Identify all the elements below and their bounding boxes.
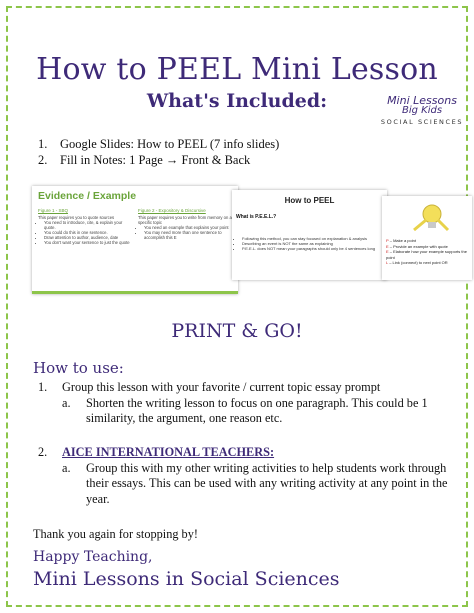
peel-item: P – Make a point [386, 238, 416, 243]
slide-column-right [138, 208, 234, 240]
list-item [38, 136, 279, 152]
aice-label: AICE INTERNATIONAL TEACHERS: [62, 445, 275, 459]
how-to-heading: How to use: [33, 359, 124, 377]
slide-bullet: • P.E.E.L. does NOT mean your paragraphs should only be 4 sentences long [242, 246, 380, 251]
happy-teaching-text: Happy Teaching, [33, 549, 153, 565]
column-heading: Figure 1 - SBQ [38, 208, 69, 213]
print-and-go-heading: PRINT & GO! [171, 320, 303, 342]
list-number: 2. [38, 445, 48, 459]
slide-bullet: • Describing an event is NOT the same as explaining [242, 241, 380, 246]
sub-text: Shorten the writing lesson to focus on one paragraph. This could be 1 similarity, the argument, one reason etc. [86, 395, 428, 425]
column-heading: Figure 2 - Expository & Discursive [138, 208, 206, 213]
slide-heading: How to PEEL [284, 196, 335, 205]
logo-line-1: Mini Lessons [387, 94, 457, 107]
slide-heading: Evidence / Example [38, 190, 137, 202]
sub-letter: a. [62, 395, 71, 410]
thanks-text: Thank you again for stopping by! [33, 527, 198, 541]
how-to-item-1 [38, 380, 458, 427]
logo-line-3: SOCIAL SCIENCES [380, 118, 464, 126]
preview-slide-evidence [32, 186, 238, 294]
slide-bullet: • You need to introduce, cite, & explain your quote. [44, 220, 134, 230]
page-subtitle: What's Included: [146, 90, 328, 112]
list-text: Google Slides: How to PEEL (7 info slides) [60, 137, 280, 151]
lightbulb-icon [408, 200, 454, 236]
included-list [38, 136, 279, 168]
peel-item: E – Elaborate how your example supports the point [386, 249, 467, 260]
column-intro: This paper requires you to write from memory on a specific topic [138, 215, 232, 225]
slide-question: What is P.E.E.L.? [236, 214, 277, 220]
slide-bullet: • You don't want your sentence to just the quote [44, 240, 134, 245]
slide-accent-bar [32, 291, 238, 294]
how-to-item-2 [38, 445, 458, 507]
list-item [38, 152, 279, 168]
list-text: Group this lesson with your favorite / current topic essay prompt [62, 380, 381, 394]
peel-item: L – Link (connect) to next point OR [386, 260, 448, 265]
sub-text: Group this with my other writing activities to help students work through their essays. This can be used with any writing activity at any point in the year. [86, 460, 448, 506]
slide-bullet: • Draw attention to author, audience, date [44, 235, 134, 240]
logo-line-2: Big Kids [401, 105, 443, 116]
list-number: 1. [38, 137, 48, 151]
sub-letter: a. [62, 460, 71, 475]
list-number: 1. [38, 380, 48, 394]
slide-column-left [38, 208, 134, 245]
slide-bullet: • You could do this in one sentence. [44, 230, 134, 235]
slide-bullet: • Following this method, you can stay focused on explanation & analysis [242, 236, 380, 241]
page-title: How to PEEL Mini Lesson [36, 52, 438, 87]
list-text: Fill in Notes: 1 Page → Front & Back [60, 153, 251, 167]
peel-list [386, 238, 472, 266]
slide-bullet: • You may need more than one sentence to accomplish this E [144, 230, 234, 240]
signature-text: Mini Lessons in Social Sciences [33, 568, 340, 590]
list-number: 2. [38, 153, 48, 167]
slide-bullet: • You need an example that explains your point [144, 225, 234, 230]
brand-logo [378, 96, 466, 132]
preview-slide-how-to-peel [232, 190, 387, 280]
column-intro: This paper requires you to quote sources [38, 215, 115, 220]
preview-slide-peel-letters [382, 196, 472, 280]
peel-item: E – Provide an example with quote [386, 243, 448, 249]
